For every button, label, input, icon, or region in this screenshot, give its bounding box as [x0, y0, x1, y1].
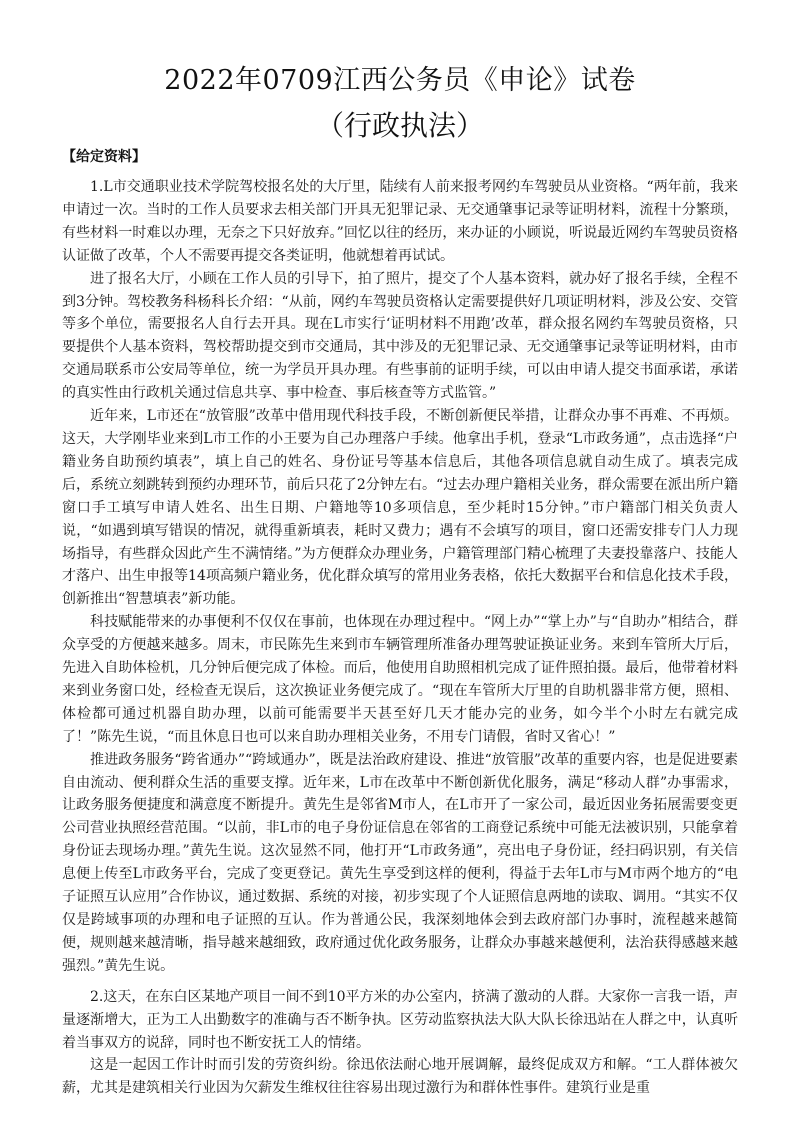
section-label: 【给定资料】 — [62, 149, 146, 165]
document-title: 2022年0709江西公务员《申论》试卷 — [164, 65, 636, 96]
document-body — [62, 176, 738, 1100]
paragraph: 科技赋能带来的办事便利不仅仅在事前，也体现在办理过程中。“网上办”“掌上办”与“自助办”相结合，群众享受的方便越来越多。周末，市民陈先生来到市车辆管理所准备办理驾驶证换证业务。来到车管所大厅后，先进入自助体检机，几分钟后便完成了体检。而后，他使用自助照相机完成了证件照拍摄。最后，他带着材料来到业务窗口处，经检查无误后，这次换证业务便完成了。“现在车管所大厅里的自助机器非常方便，照相、体检都可通过机器自助办理，以前可能需要半天甚至好几天才能办完的业务，如今半个小时左右就完成了！”陈先生说，“而且休息日也可以来自助办理相关业务，不用专门请假，省时又省心！” — [62, 614, 738, 745]
paragraph: 2.这天，在东白区某地产项目一间不到10平方米的办公室内，挤满了激动的人群。大家你一言我一语，声量逐渐增大，正为工人出勤数字的准确与否不断争执。区劳动监察执法大队大队长徐迅站在人群之中，认真听着当事双方的说辞，同时也不断安抚工人的情绪。 — [62, 988, 738, 1051]
paragraph: 推进政务服务“跨省通办”“跨域通办”，既是法治政府建设、推进“放管服”改革的重要内容，也是促进要素自由流动、便利群众生活的重要支撑。近年来，L市在改革中不断创新优化服务，满足“移动人群”办事需求，让政务服务便捷度和满意度不断提升。黄先生是邻省M市人，在L市开了一家公司，最近因业务拓展需要变更公司营业执照经营范围。“以前，非L市的电子身份证信息在邻省的工商登记系统中可能无法被识别，只能拿着身份证去现场办理。”黄先生说。这次显然不同，他打开“L市政务通”，亮出电子身份证，经扫码识别，有关信息便上传至L市政务平台，完成了变更登记。黄先生享受到这样的便利，得益于去年L市与M市两个地方的“电子证照互认应用”合作协议，通过数据、系统的对接，初步实现了个人证照信息两地的读取、调用。“其实不仅仅是跨域事项的办理和电子证照的互认。作为普通公民，我深刻地体会到去政府部门办事时，流程越来越简便，规则越来越清晰，指导越来越细致，政府通过优化政务服务，让群众办事越来越便利，法治获得感越来越强烈。”黄先生说。 — [62, 751, 738, 974]
paragraph: 近年来，L市还在“放管服”改革中借用现代科技手段，不断创新便民举措，让群众办事不再难、不再烦。这天，大学刚毕业来到L市工作的小王要为自己办理落户手续。他拿出手机，登录“L市政务通”，点击选择“户籍业务自助预约填表”，填上自己的姓名、身份证号等基本信息后，其他各项信息就自动生成了。填表完成后，系统立刻跳转到预约办理环节，前后只花了2分钟左右。“过去办理户籍相关业务，群众需要在派出所户籍窗口手工填写申请人姓名、出生日期、户籍地等10多项信息，至少耗时15分钟。”市户籍部门相关负责人说，“如遇到填写错误的情况，就得重新填表，耗时又费力；遇有不会填写的项目，窗口还需安排专门人力现场指导，有些群众因此产生不满情绪。”为方便群众办理业务，户籍管理部门精心梳理了夫妻投靠落户、技能人才落户、出生申报等14项高频户籍业务，优化群众填写的常用业务表格，依托大数据平台和信息化技术手段，创新推出“智慧填表”新功能。 — [62, 408, 738, 608]
document-subtitle: （行政执法） — [315, 109, 484, 142]
paragraph: 1.L市交通职业技术学院驾校报名处的大厅里，陆续有人前来报考网约车驾驶员从业资格。“两年前，我来申请过一次。当时的工作人员要求去相关部门开具无犯罪记录、无交通肇事记录等证明材料，流程十分繁琐，有些材料一时难以办理，无奈之下只好放弃。”回忆以往的经历，来办证的小顾说，听说最近网约车驾驶员资格认证做了改革，个人不需要再提交各类证明，他就想着再试试。 — [62, 179, 738, 264]
paragraph: 这是一起因工作计时而引发的劳资纠纷。徐迅依法耐心地开展调解，最终促成双方和解。“工人群体被欠薪，尤其是建筑相关行业因为欠薪发生维权往往容易出现过激行为和群体性事件。建筑行业是重 — [62, 1057, 738, 1097]
paragraph: 进了报名大厅，小顾在工作人员的引导下，拍了照片，提交了个人基本资料，就办好了报名手续，全程不到3分钟。驾校教务科杨科长介绍：“从前，网约车驾驶员资格认定需要提供好几项证明材料，涉及公安、交管等多个单位，需要报名人自行去开具。现在L市实行‘证明材料不用跑’改革，群众报名网约车驾驶员资格，只要提供个人基本资料，驾校帮助提交到市交通局，其中涉及的无犯罪记录、无交通肇事记录等证明材料，由市交通局联系市公安局等单位，统一为学员开具办理。有些事前的证明手续，可以由申请人提交书面承诺，承诺的真实性由行政机关通过信息共享、事中检查、事后核查等方式监管。” — [62, 270, 738, 402]
